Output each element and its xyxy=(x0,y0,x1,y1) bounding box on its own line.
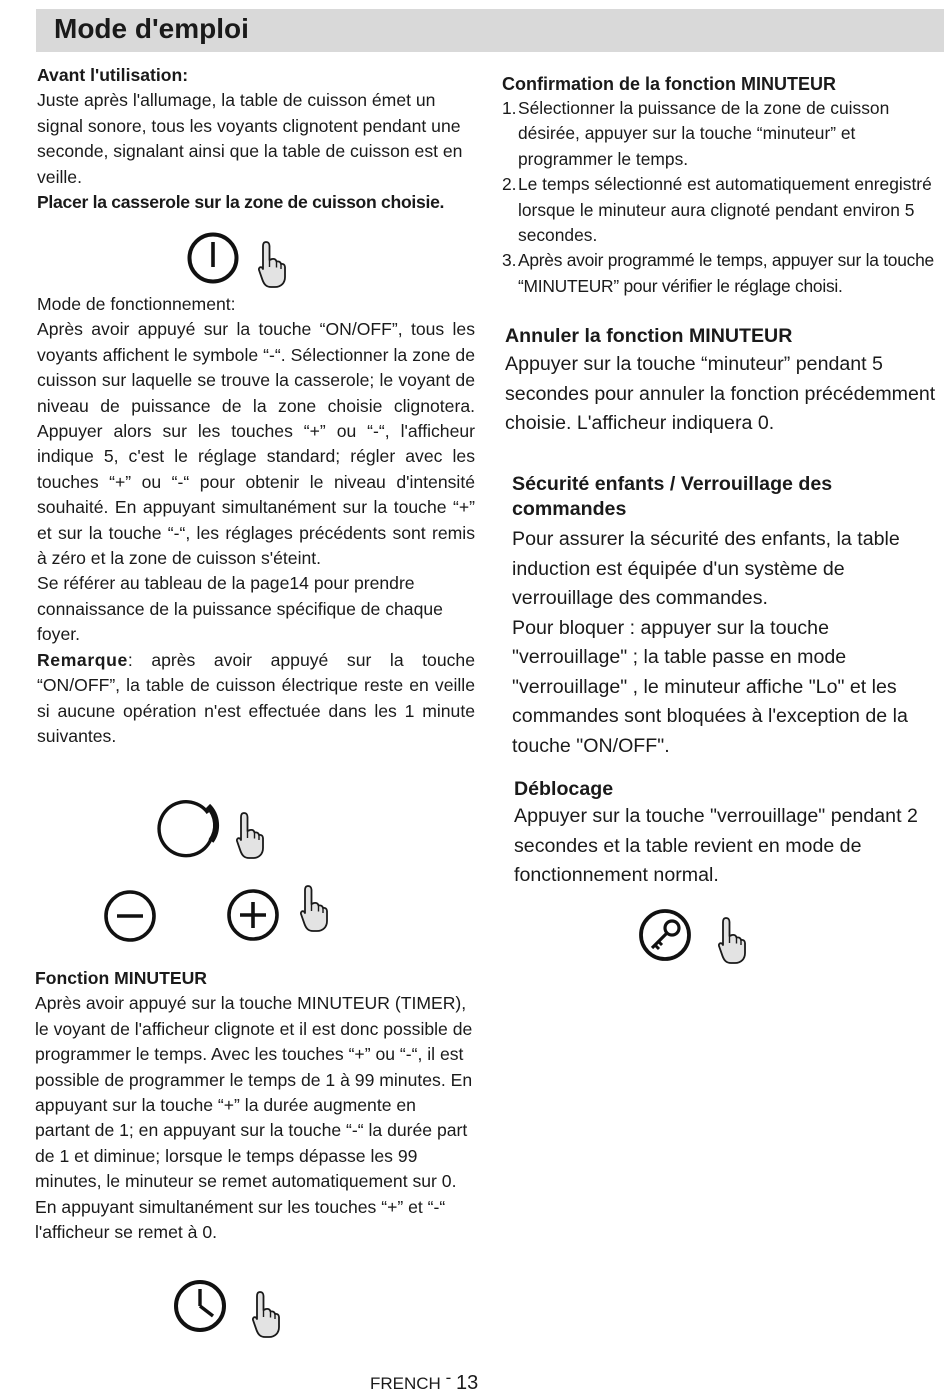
zone-select-icon xyxy=(156,796,280,862)
pointing-hand-icon xyxy=(237,813,263,858)
key-lock-icon xyxy=(638,908,762,968)
annuler-title: Annuler la fonction MINUTEUR xyxy=(505,325,793,347)
confirm-item-text: Sélectionner la puissance de la zone de cuisson désirée, appuyer sur la touche “minuteur” et programmer le temps. xyxy=(518,98,890,169)
power-icon xyxy=(186,231,306,289)
ref-after: pour prendre connaissance de la puissance spécifique de chaque foyer. xyxy=(37,573,443,645)
avant-title: Avant l'utilisation: xyxy=(37,65,189,85)
confirm-item xyxy=(502,248,944,299)
pointing-hand-icon xyxy=(719,918,745,963)
mode-title: Mode de fonctionnement: xyxy=(37,294,236,314)
deblocage-text: Appuyer sur la touche "verrouillage" pendant 2 secondes et la table revient en mode de fonctionnement normal. xyxy=(514,805,918,886)
minuteur-title: Fonction MINUTEUR xyxy=(35,968,208,988)
ref-page: 14 xyxy=(289,573,309,594)
page-title: Mode d'emploi xyxy=(54,13,249,44)
securite-text-2: Pour bloquer : appuyer sur la touche "verrouillage" ; la table passe en mode "verrouillage" , le minuteur affiche "Lo" et les commandes sont bloquées à l'exception de la touche "ON/OFF". xyxy=(512,616,908,757)
plus-icon xyxy=(226,882,356,946)
right-column-annuler xyxy=(505,322,945,439)
confirm-item-number: 3. xyxy=(502,250,517,271)
left-column-mode xyxy=(37,292,475,749)
pointing-hand-icon xyxy=(259,242,285,287)
right-column-securite xyxy=(512,472,940,761)
annuler-text: Appuyer sur la touche “minuteur” pendant 5 secondes pour annuler la fonction précédemment choisie. L'afficheur indiquera 0. xyxy=(505,353,936,434)
left-column-top xyxy=(37,63,475,215)
confirm-title: Confirmation de la fonction MINUTEUR xyxy=(502,74,836,94)
confirm-item-number: 1. xyxy=(502,98,517,118)
securite-text-1: Pour assurer la sécurité des enfants, la table induction est équipée d'un système de verrouillage des commandes. xyxy=(512,528,900,609)
remarque-label: Remarque xyxy=(37,649,128,670)
pointing-hand-icon xyxy=(253,1292,279,1337)
footer-language: FRENCH xyxy=(370,1374,441,1393)
timer-clock-icon xyxy=(172,1278,296,1338)
confirm-item xyxy=(502,172,944,248)
right-column-deblocage xyxy=(514,776,944,891)
placer-text: Placer la casserole sur la zone de cuisson choisie. xyxy=(37,192,445,213)
ref-before: Se référer au tableau de la page xyxy=(37,573,290,594)
minuteur-text: Après avoir appuyé sur la touche MINUTEUR (TIMER), le voyant de l'afficheur clignote et il est donc possible de programmer le temps. Avec les touches “+” ou “-“, il est possible de programmer le temps de 1 à 99 minutes. En appuyant sur la touche “+” la durée augmente en partant de 1; en appuyant sur la touche “-“ la durée part de 1 et diminue; lorsque le temps dépasse les 99 minutes, le minuteur se remet automatiquement sur 0. En appuyant simultanément sur les touches “+” et “-“ l'afficheur se remet à 0. xyxy=(35,993,473,1243)
remarque-body: : après avoir appuyé sur la touche “ON/OFF”, la table de cuisson électrique reste en veille si aucune opération n'est effectuée dans les 1 minute suivantes. xyxy=(37,649,475,746)
left-column-minuteur xyxy=(35,966,473,1245)
confirm-item-text: Le temps sélectionné est automatiquement enregistré lorsque le minuteur aura clignoté pendant environ 5 secondes. xyxy=(518,174,932,246)
confirm-item xyxy=(502,96,944,172)
securite-title: Sécurité enfants / Verrouillage des commandes xyxy=(512,473,833,520)
right-column-confirm xyxy=(502,72,944,299)
minus-icon xyxy=(102,888,158,944)
confirm-item-number: 2. xyxy=(502,174,517,195)
footer-separator: - xyxy=(445,1368,452,1387)
avant-text: Juste après l'allumage, la table de cuisson émet un signal sonore, tous les voyants clignotent pendant une seconde, signalant ainsi que la table de cuisson est en veille. xyxy=(37,90,463,187)
header-bar xyxy=(36,9,944,52)
reference-text xyxy=(37,571,475,647)
pointing-hand-icon xyxy=(301,886,327,931)
footer-page-number: 13 xyxy=(455,1372,479,1394)
deblocage-title: Déblocage xyxy=(514,778,614,800)
confirm-item-text: Après avoir programmé le temps, appuyer sur la touche “MINUTEUR” pour vérifier le réglage choisi. xyxy=(518,250,934,296)
mode-text: Après avoir appuyé sur la touche “ON/OFF”, tous les voyants affichent le symbole “-“. Sélectionner la zone de cuisson sur laquelle se trouve la casserole; le voyant de niveau de puissance de la zone choisie clignotera. Appuyer alors sur les touches “+” ou “-“, l'afficheur indique 5, c'est le réglage standard; régler avec les touches “+” ou “-“ pour obtenir le niveau d'intensité souhaité. En appuyant simultanément sur la touche “+” et sur la touche “-“, les réglages précédents sont remis à zéro et la zone de cuisson s'éteint. xyxy=(37,319,475,569)
remarque-text xyxy=(37,648,475,750)
